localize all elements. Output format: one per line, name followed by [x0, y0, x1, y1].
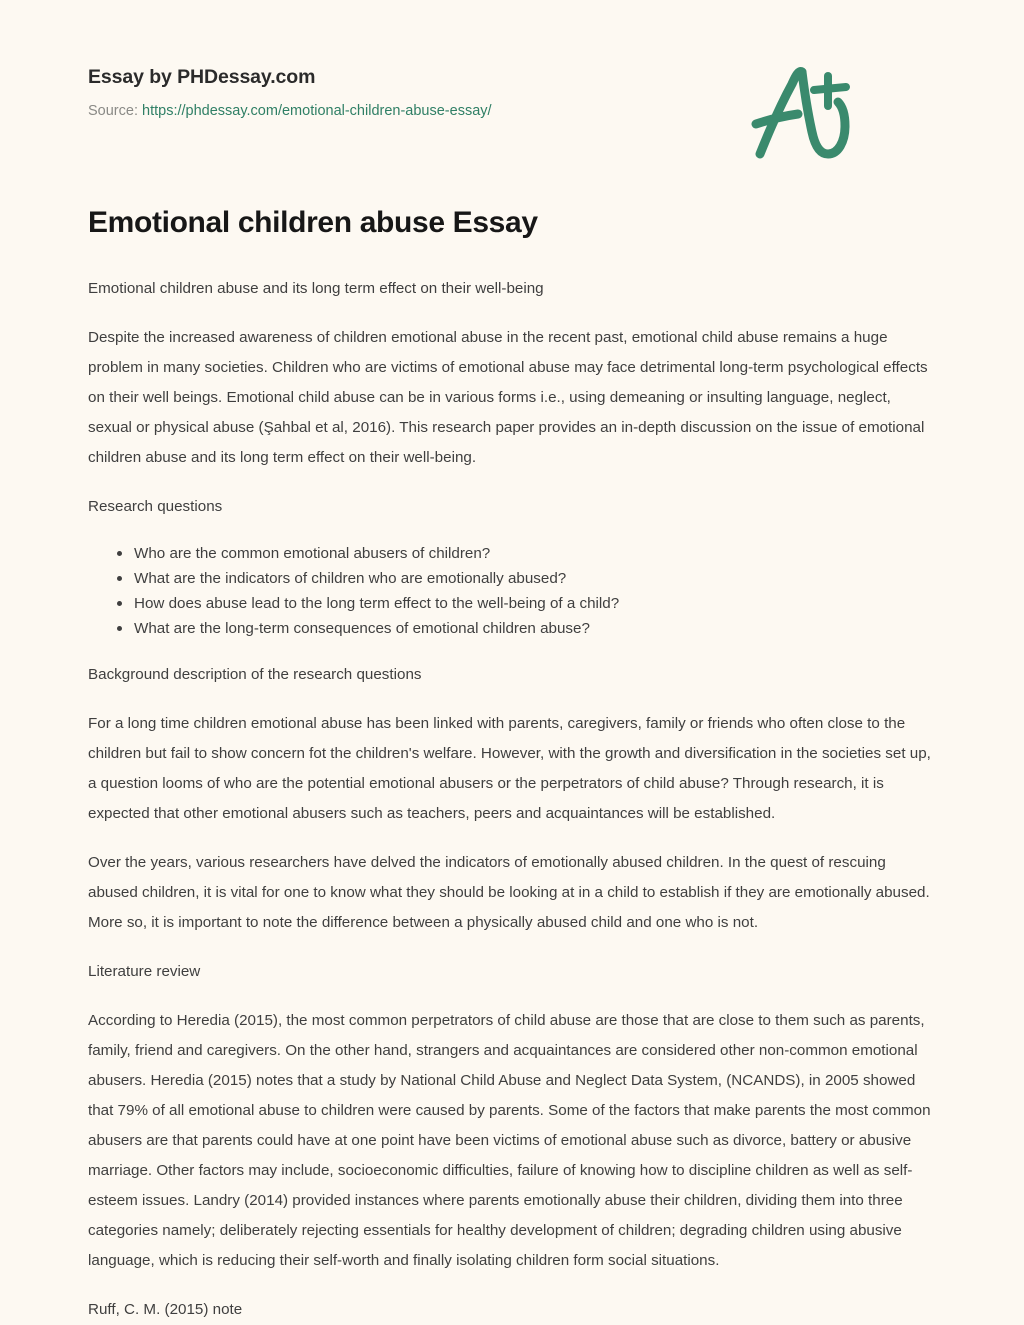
list-item: How does abuse lead to the long term effect to the well-being of a child? — [134, 591, 936, 616]
background-paragraph-1: For a long time children emotional abuse has been linked with parents, caregivers, family or friends who often close to the children but fail to show concern fot the children's welfare. However, with the growth and diversification in the societies set up, a question looms of who are the potential emotional abusers or the perpetrators of child abuse? Through research, it is expected that other emotional abusers such as teachers, peers and acquaintances will be established. — [88, 714, 931, 822]
brand-title: Essay by PHDessay.com — [88, 66, 316, 88]
citation-line: Ruff, C. M. (2015) note — [88, 1300, 243, 1318]
source-url-link[interactable]: https://phdessay.com/emotional-children-abuse-essay/ — [142, 103, 492, 120]
list-item: What are the indicators of children who are emotionally abused? — [134, 566, 936, 591]
literature-review-paragraph: According to Heredia (2015), the most common perpetrators of child abuse are those that are close to them such as parents, family, friend and caregivers. On the other hand, strangers and acquaintances are considered other non-common emotional abusers. Heredia (2015) notes that a study by National Child Abuse and Neglect Data System, (NCANDS), in 2005 showed that 79% of all emotional abuse to children were caused by parents. Some of the factors that make parents the most common abusers are that parents could have at one point have been victims of emotional abuse such as divorce, battery or abusive marriage. Other factors may include, socioeconomic difficulties, failure of knowing how to discipline children as well as self-esteem issues. Landry (2014) provided instances where parents emotionally abuse their children, dividing them into three categories namely; deliberately rejecting essentials for healthy development of children; degrading children using abusive language, which is reducing their self-worth and finally isolating children form social situations. — [88, 1011, 931, 1269]
background-paragraph-2: Over the years, various researchers have delved the indicators of emotionally abused children. In the quest of rescuing abused children, it is vital for one to know what they should be looking at in a child to establish if they are emotionally abused. More so, it is important to note the difference between a physically abused child and one who is not. — [88, 853, 930, 931]
subtitle-paragraph: Emotional children abuse and its long term effect on their well-being — [88, 279, 544, 297]
page-title: Emotional children abuse Essay — [88, 206, 538, 239]
background-heading: Background description of the research questions — [88, 665, 422, 683]
document-body — [88, 120, 936, 1325]
research-questions-list — [88, 541, 936, 641]
intro-paragraph: Despite the increased awareness of children emotional abuse in the recent past, emotional child abuse remains a huge problem in many societies. Children who are victims of emotional abuse may face detrimental long-term psychological effects on their well beings. Emotional child abuse can be in various forms i.e., using demeaning or insulting language, neglect, sexual or physical abuse (Şahbal et al, 2016). This research paper provides an in-depth discussion on the issue of emotional children abuse and its long term effect on their well-being. — [88, 328, 928, 466]
research-questions-heading: Research questions — [88, 497, 223, 515]
literature-review-heading: Literature review — [88, 962, 201, 980]
source-label: Source: — [88, 103, 138, 120]
a-plus-logo-icon — [746, 62, 858, 166]
list-item: Who are the common emotional abusers of children? — [134, 541, 936, 566]
list-item: What are the long-term consequences of emotional children abuse? — [134, 616, 936, 641]
page-header — [88, 0, 936, 120]
